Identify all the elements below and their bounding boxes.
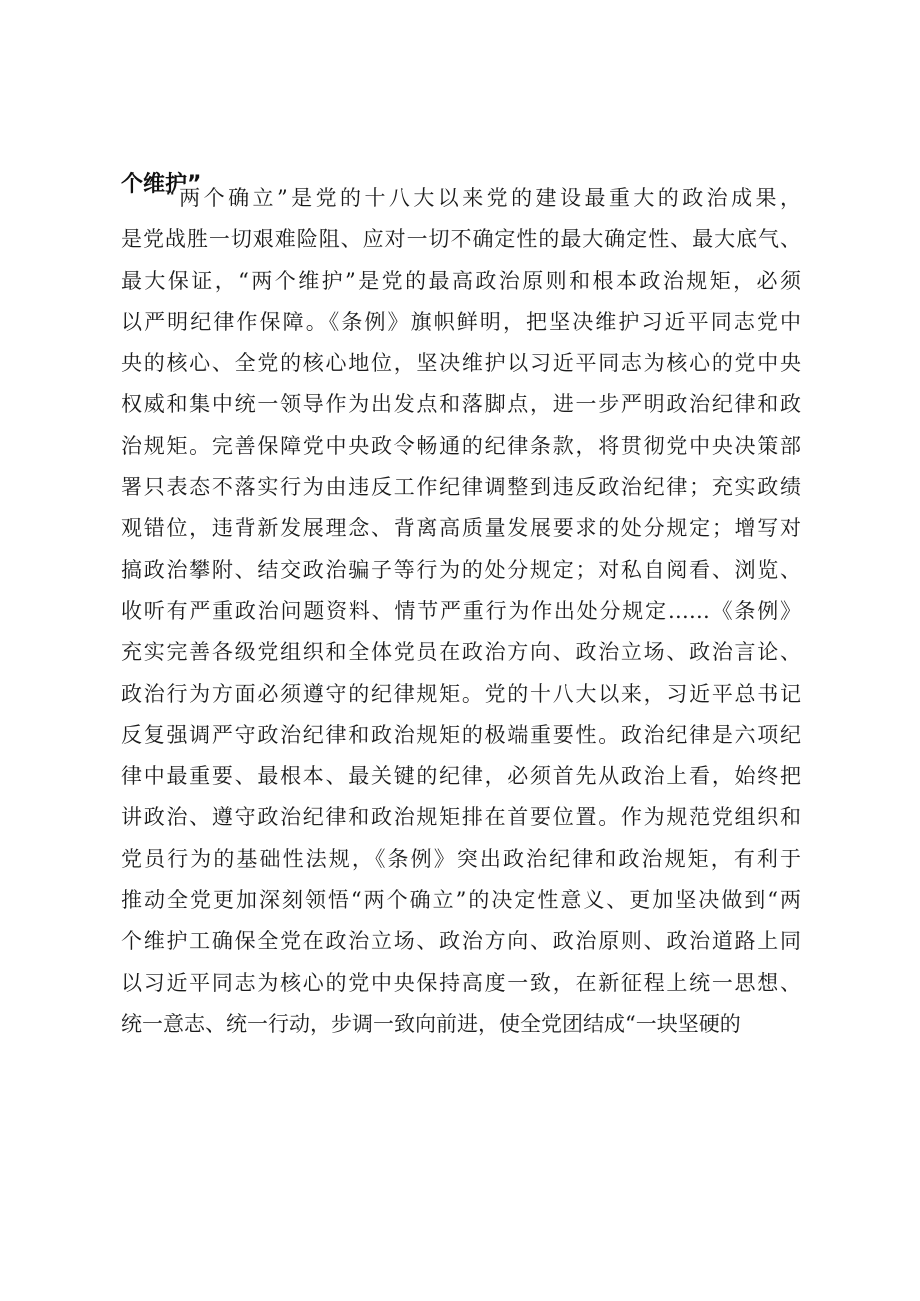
paragraph-line: 最大保证，“两个维护”是党的最高政治原则和根本政治规矩，必须: [121, 268, 801, 293]
body-paragraph: [121, 178, 801, 1045]
paragraph-line: 个维护工确保全党在政治立场、政治方向、政治原则、政治道路上同: [121, 929, 801, 954]
paragraph-line: 央的核心、全党的核心地位，坚决维护以习近平同志为核心的党中央: [121, 351, 801, 376]
paragraph-line: 搞政治攀附、结交政治骗子等行为的处分规定；对私自阅看、浏览、: [121, 557, 801, 582]
paragraph-line: 治规矩。完善保障党中央政令畅通的纪律条款，将贯彻党中央决策部: [121, 433, 801, 458]
paragraph-line: 是党战胜一切艰难险阻、应对一切不确定性的最大确定性、最大底气、: [121, 227, 801, 252]
paragraph-line: 充实完善各级党组织和全体党员在政治方向、政治立场、政治言论、: [121, 640, 801, 665]
section-heading: 个维护”: [121, 172, 202, 197]
paragraph-line: 反复强调严守政治纪律和政治规矩的极端重要性。政治纪律是六项纪: [121, 722, 801, 747]
paragraph-line: 律中最重要、最根本、最关键的纪律，必须首先从政治上看，始终把: [121, 764, 801, 789]
paragraph-line: 统一意志、统一行动，步调一致向前进，使全党团结成“一块坚硬的: [121, 1011, 741, 1036]
paragraph-line: 讲政治、遵守政治纪律和政治规矩排在首要位置。作为规范党组织和: [121, 805, 801, 830]
paragraph-line: 收听有严重政治问题资料、情节严重行为作出处分规定……《条例》: [121, 598, 801, 623]
paragraph-line: 观错位，违背新发展理念、背离高质量发展要求的处分规定；增写对: [121, 516, 801, 541]
paragraph-line: 以习近平同志为核心的党中央保持高度一致，在新征程上统一思想、: [121, 970, 801, 995]
paragraph-line: 党员行为的基础性法规，《条例》突出政治纪律和政治规矩，有利于: [121, 846, 801, 871]
paragraph-line: 署只表态不落实行为由违反工作纪律调整到违反政治纪律；充实政绩: [121, 475, 801, 500]
paragraph-line: 推动全党更加深刻领悟“两个确立”的决定性意义、更加坚决做到“两: [121, 888, 801, 913]
paragraph-line: 以严明纪律作保障。《条例》旗帜鲜明，把坚决维护习近平同志党中: [121, 309, 801, 334]
paragraph-line: 政治行为方面必须遵守的纪律规矩。党的十八大以来，习近平总书记: [121, 681, 801, 706]
paragraph-line: 权威和集中统一领导作为出发点和落脚点，进一步严明政治纪律和政: [121, 392, 801, 417]
paragraph-line: “两个确立”是党的十八大以来党的建设最重大的政治成果，: [165, 186, 801, 210]
